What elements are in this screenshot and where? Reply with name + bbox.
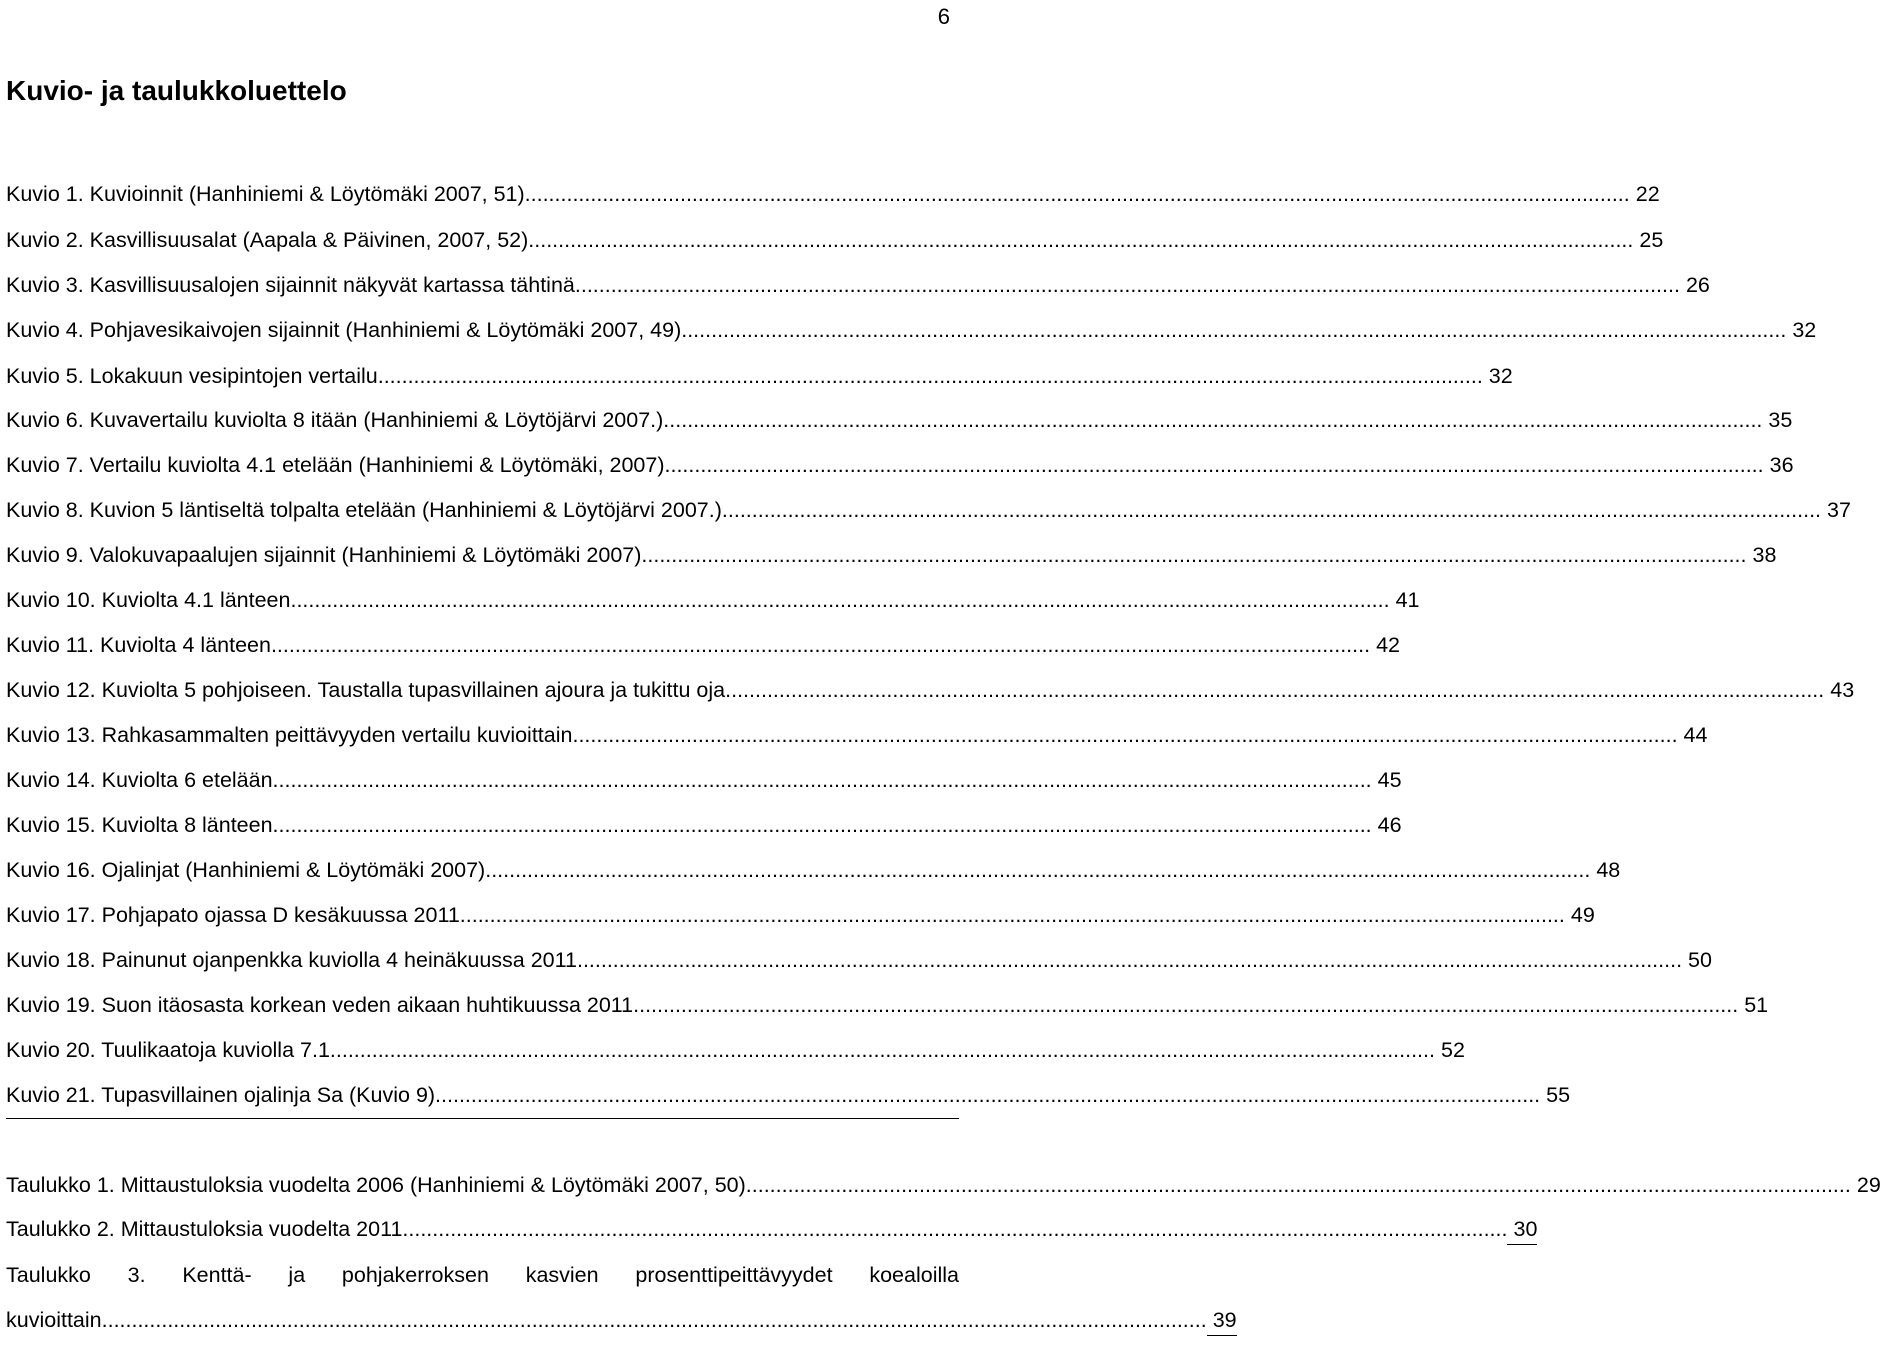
toc-entry-figure-14[interactable] <box>6 764 1402 796</box>
word: 3. <box>127 1263 146 1287</box>
toc-entry-title: Kuvio 6. Kuvavertailu kuviolta 8 itään (Hanhiniemi & Löytöjärvi 2007.) <box>6 408 664 432</box>
toc-entry-page: 30 <box>1507 1213 1537 1245</box>
toc-entry-page: 39 <box>1207 1304 1237 1336</box>
toc-entry-page: 46 <box>1377 813 1402 837</box>
word: kasvien <box>525 1263 599 1287</box>
toc-entry-page: 41 <box>1395 588 1420 612</box>
dot-leader: ........................................................................................................................................................................................ <box>408 1217 1508 1241</box>
toc-entry-figure-17[interactable] <box>6 899 1595 931</box>
toc-entry-title: Kuvio 9. Valokuvapaalujen sijainnit (Hanhiniemi & Löytömäki 2007). <box>6 543 648 567</box>
dot-leader: ........................................................................................................................................................................................ <box>383 364 1483 388</box>
toc-entry-title: Kuvio 5. Lokakuun vesipintojen vertailu. <box>6 364 384 388</box>
dot-leader: ........................................................................................................................................................................................ <box>272 813 1372 837</box>
toc-entry-figure-21[interactable] <box>6 1079 1571 1111</box>
dot-leader: ........................................................................................................................................................................................ <box>534 228 1634 252</box>
dot-leader: ........................................................................................................................................................................................ <box>290 588 1390 612</box>
toc-entry-figure-16[interactable] <box>6 854 1621 886</box>
toc-entry-title: Taulukko 2. Mittaustuloksia vuodelta 2011. <box>6 1217 409 1241</box>
word: ja <box>288 1263 306 1287</box>
toc-entry-figure-5[interactable] <box>6 360 1513 392</box>
toc-entry-title: Kuvio 10. Kuviolta 4.1 länteen <box>6 588 291 612</box>
toc-entry-title: Kuvio 20. Tuulikaatoja kuviolla 7.1. <box>6 1038 336 1062</box>
toc-entry-title: Kuvio 17. Pohjapato ojassa D kesäkuussa 2011. <box>6 903 466 927</box>
dot-leader: ........................................................................................................................................................................................ <box>647 543 1747 567</box>
page-number: 6 <box>937 4 950 29</box>
toc-entry-figure-9[interactable] <box>6 539 1777 571</box>
toc-entry-title: Kuvio 3. Kasvillisuusalojen sijainnit näkyvät kartassa tähtinä. <box>6 273 581 297</box>
toc-entry-page: 35 <box>1768 408 1793 432</box>
toc-entry-page: 50 <box>1688 948 1712 972</box>
toc-entry-page: 29 <box>1856 1173 1881 1197</box>
toc-entry-figure-4[interactable] <box>6 314 1817 346</box>
toc-entry-page: 37 <box>1827 498 1851 522</box>
toc-entry-figure-13[interactable] <box>6 719 1708 751</box>
dot-leader: ........................................................................................................................................................................................ <box>441 1083 1541 1107</box>
dot-leader: ........................................................................................................................................................................................ <box>725 678 1825 702</box>
toc-entry-figure-20[interactable] <box>6 1034 1465 1066</box>
toc-entry-page: 52 <box>1440 1038 1465 1062</box>
word: Taulukko <box>6 1263 91 1287</box>
dot-leader: ........................................................................................................................................................................................ <box>721 498 1822 522</box>
toc-entry-page: 25 <box>1639 228 1664 252</box>
toc-entry-title: Kuvio 4. Pohjavesikaivojen sijainnit (Hanhiniemi & Löytömäki 2007, 49). <box>6 318 688 342</box>
dot-leader: ........................................................................................................................................................................................ <box>687 318 1787 342</box>
page-title: Kuvio- ja taulukkoluettelo <box>6 75 347 106</box>
toc-entry-table-1[interactable] <box>6 1169 1881 1201</box>
toc-entry-title: Kuvio 21. Tupasvillainen ojalinja Sa (Kuvio 9). <box>6 1083 442 1107</box>
dot-leader: ........................................................................................................................................................................................ <box>465 903 1565 927</box>
toc-entry-title: Taulukko 1. Mittaustuloksia vuodelta 2006 (Hanhiniemi & Löytömäki 2007, 50). <box>6 1173 752 1197</box>
dot-leader: ........................................................................................................................................................................................ <box>663 408 1763 432</box>
toc-entry-page: 32 <box>1792 318 1817 342</box>
dot-leader: ........................................................................................................................................................................................ <box>270 633 1371 657</box>
toc-entry-title: kuvioittain. <box>6 1308 108 1332</box>
toc-entry-title-line <box>6 1259 959 1291</box>
dot-leader: ........................................................................................................................................................................................ <box>578 723 1678 747</box>
toc-entry-page: 43 <box>1830 678 1855 702</box>
toc-entry-title: Kuvio 7. Vertailu kuviolta 4.1 etelään (Hanhiniemi & Löytömäki, 2007) <box>6 453 665 477</box>
toc-entry-title: Kuvio 1. Kuvioinnit (Hanhiniemi & Löytömäki 2007, 51). <box>6 182 531 206</box>
toc-entry-figure-10[interactable] <box>6 584 1420 616</box>
toc-entry-page: 51 <box>1744 993 1769 1017</box>
toc-entry-page: 49 <box>1570 903 1595 927</box>
toc-entry-page: 48 <box>1596 858 1621 882</box>
toc-entry-table-2[interactable] <box>6 1213 1538 1245</box>
toc-entry-figure-3[interactable] <box>6 269 1710 301</box>
toc-entry-page: 45 <box>1377 768 1402 792</box>
dot-leader: ........................................................................................................................................................................................ <box>751 1173 1851 1197</box>
dot-leader: ........................................................................................................................................................................................ <box>107 1308 1207 1332</box>
word: prosenttipeittävyydet <box>635 1263 833 1287</box>
dot-leader: ........................................................................................................................................................................................ <box>491 858 1591 882</box>
toc-entry-page: 22 <box>1635 182 1660 206</box>
toc-entry-title: Kuvio 12. Kuviolta 5 pohjoiseen. Taustalla tupasvillainen ajoura ja tukittu oja <box>6 678 726 702</box>
toc-entry-title: Kuvio 19. Suon itäosasta korkean veden aikaan huhtikuussa 2011. <box>6 993 640 1017</box>
toc-entry-page: 38 <box>1752 543 1777 567</box>
dot-leader: ........................................................................................................................................................................................ <box>582 948 1683 972</box>
toc-entry-title: Kuvio 18. Painunut ojanpenkka kuviolla 4 heinäkuussa 2011. <box>6 948 583 972</box>
toc-entry-title: Kuvio 2. Kasvillisuusalat (Aapala & Päivinen, 2007, 52). <box>6 228 535 252</box>
dot-leader: ........................................................................................................................................................................................ <box>335 1038 1435 1062</box>
toc-entry-continuation <box>6 1304 1237 1336</box>
toc-entry-figure-11[interactable] <box>6 629 1400 661</box>
dot-leader: ........................................................................................................................................................................................ <box>530 182 1630 206</box>
word: pohjakerroksen <box>341 1263 489 1287</box>
toc-entry-title: Kuvio 8. Kuvion 5 läntiseltä tolpalta etelään (Hanhiniemi & Löytöjärvi 2007.) <box>6 498 722 522</box>
toc-entry-page: 42 <box>1376 633 1400 657</box>
toc-entry-title: Kuvio 15. Kuviolta 8 länteen <box>6 813 273 837</box>
toc-entry-page: 32 <box>1488 364 1513 388</box>
word: koealoilla <box>869 1263 959 1287</box>
toc-entry-page: 44 <box>1683 723 1708 747</box>
toc-entry-title: Kuvio 13. Rahkasammalten peittävyyden vertailu kuvioittain. <box>6 723 579 747</box>
toc-entry-figure-8[interactable] <box>6 494 1851 526</box>
word: Kenttä- <box>182 1263 252 1287</box>
dot-leader: ........................................................................................................................................................................................ <box>580 273 1680 297</box>
toc-entry-figure-12[interactable] <box>6 674 1855 706</box>
toc-entry-title: Kuvio 11. Kuviolta 4 länteen <box>6 633 271 657</box>
toc-entry-figure-2[interactable] <box>6 224 1664 256</box>
toc-entry-figure-7[interactable] <box>6 449 1794 481</box>
toc-entry-figure-1[interactable] <box>6 178 1660 210</box>
toc-entry-title: Kuvio 14. Kuviolta 6 etelään <box>6 768 273 792</box>
dot-leader: ........................................................................................................................................................................................ <box>664 453 1764 477</box>
toc-entry-figure-19[interactable] <box>6 989 1769 1021</box>
toc-entry-page: 36 <box>1769 453 1794 477</box>
toc-entry-title: Kuvio 16. Ojalinjat (Hanhiniemi & Löytömäki 2007). <box>6 858 492 882</box>
toc-entry-figure-6[interactable] <box>6 404 1793 436</box>
dot-leader: ........................................................................................................................................................................................ <box>639 993 1739 1017</box>
toc-entry-page: 55 <box>1546 1083 1571 1107</box>
dot-leader: ........................................................................................................................................................................................ <box>272 768 1372 792</box>
toc-entry-page: 26 <box>1685 273 1710 297</box>
toc-entry-figure-18[interactable] <box>6 944 1712 976</box>
toc-entry-figure-15[interactable] <box>6 809 1402 841</box>
